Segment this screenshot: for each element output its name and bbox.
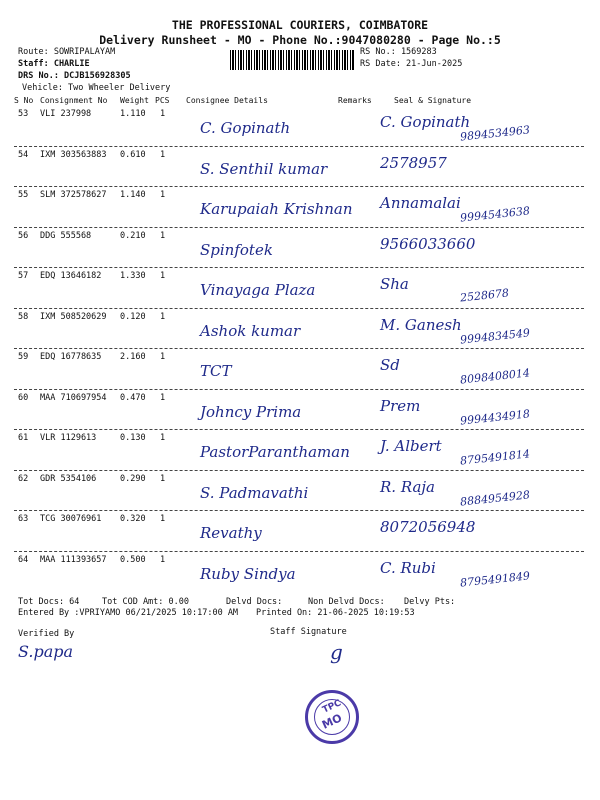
col-consignment: Consignment No	[40, 96, 108, 105]
row-signature-phone: 9994434918	[459, 406, 531, 428]
row-signature-phone: 9994834549	[459, 325, 531, 347]
row-signature-phone: 2528678	[459, 286, 510, 305]
row-divider	[14, 308, 584, 309]
row-pcs: 1	[160, 352, 166, 362]
row-sno: 54	[18, 149, 29, 160]
row-weight: 1.110	[120, 109, 146, 119]
row-signature: Annamalai	[380, 194, 461, 212]
row-signature: C. Rubi	[380, 558, 436, 577]
row-signature-phone: 8795491849	[459, 568, 531, 590]
col-seal: Seal & Signature	[394, 96, 472, 105]
row-sno: 63	[18, 514, 29, 524]
row-signature: M. Ganesh	[380, 315, 462, 334]
row-signature: Sha	[380, 275, 409, 293]
delivered-docs: Delvd Docs:	[226, 597, 283, 607]
non-delivered-docs: Non Delvd Docs:	[308, 597, 385, 607]
row-consignee-handwriting: Revathy	[200, 524, 262, 542]
rs-number: RS No.: 1569283	[360, 47, 437, 57]
total-docs: Tot Docs: 64	[18, 597, 80, 607]
drs-number: DRS No.: DCJB156928305	[18, 71, 131, 81]
row-consignment-no: TCG 30076961	[40, 514, 102, 524]
row-divider	[14, 227, 584, 228]
row-signature-phone: 9994543638	[459, 204, 531, 225]
row-consignment-no: VLR 1129613	[40, 433, 97, 443]
row-pcs: 1	[160, 271, 166, 281]
entered-by: Entered By :VPRIYAMO 06/21/2025 10:17:00 AM	[18, 608, 239, 618]
row-signature-phone: 9894534963	[459, 123, 531, 144]
row-consignment-no: VLI 237998	[40, 109, 92, 119]
row-pcs: 1	[160, 514, 166, 524]
row-pcs: 1	[160, 230, 166, 241]
company-title: THE PROFESSIONAL COURIERS, COIMBATORE	[171, 18, 429, 32]
row-consignment-no: EDQ 16778635	[40, 352, 102, 362]
row-divider	[14, 146, 584, 147]
row-consignment-no: DDG 555568	[40, 230, 92, 241]
row-consignee-handwriting: Ruby Sindya	[200, 564, 296, 583]
row-weight: 0.320	[120, 514, 146, 524]
row-sno: 64	[18, 554, 29, 565]
row-weight: 0.120	[120, 311, 146, 322]
row-consignee-handwriting: Ashok kumar	[200, 321, 301, 340]
total-cod: Tot COD Amt: 0.00	[102, 597, 189, 607]
barcode	[230, 50, 355, 70]
row-consignee-handwriting: Johncy Prima	[200, 402, 302, 421]
col-remarks: Remarks	[338, 96, 372, 105]
staff-signature-label: Staff Signature	[270, 627, 347, 637]
row-consignee-handwriting: Karupaiah Krishnan	[200, 200, 353, 218]
stamp-text-top: TPC	[321, 698, 343, 716]
row-signature-phone: 8098408014	[459, 366, 531, 387]
row-sno: 60	[18, 392, 29, 403]
runsheet-subtitle: Delivery Runsheet - MO - Phone No.:9047080280 - Page No.:5	[99, 33, 501, 47]
staff-label: Staff: CHARLIE	[18, 59, 90, 69]
col-weight: Weight	[120, 96, 149, 105]
row-pcs: 1	[160, 554, 166, 565]
row-consignment-no: IXM 303563883	[40, 149, 107, 160]
row-consignee-handwriting: S. Padmavathi	[200, 483, 309, 502]
row-weight: 2.160	[120, 352, 146, 362]
row-pcs: 1	[160, 149, 166, 160]
verified-by-label: Verified By	[18, 629, 75, 639]
row-consignee-handwriting: Vinayaga Plaza	[200, 281, 316, 299]
row-consignee-handwriting: S. Senthil kumar	[200, 159, 328, 178]
row-pcs: 1	[160, 311, 166, 322]
row-weight: 0.210	[120, 230, 146, 241]
row-sno: 59	[18, 352, 29, 362]
row-weight: 1.140	[120, 190, 146, 200]
row-sno: 56	[18, 230, 29, 241]
row-weight: 1.330	[120, 271, 146, 281]
row-signature: C. Gopinath	[380, 113, 471, 131]
row-signature: 9566033660	[380, 234, 476, 253]
col-sno: S No	[14, 96, 34, 105]
row-signature: R. Raja	[380, 477, 436, 496]
row-sno: 55	[18, 190, 29, 200]
row-divider	[14, 551, 584, 552]
vehicle-label: Vehicle: Two Wheeler Delivery	[22, 83, 171, 93]
row-sno: 61	[18, 433, 29, 443]
row-consignee-handwriting: TCT	[200, 362, 232, 380]
row-consignee-handwriting: PastorParanthaman	[200, 443, 350, 461]
row-consignment-no: MAA 710697954	[40, 392, 107, 403]
row-consignee-handwriting: Spinfotek	[200, 240, 273, 259]
staff-signature: g	[330, 640, 343, 664]
row-sno: 53	[18, 109, 29, 119]
route-label: Route: SOWRIPALAYAM	[18, 47, 116, 57]
row-weight: 0.290	[120, 473, 146, 484]
col-consignee: Consignee Details	[186, 96, 268, 105]
row-weight: 0.470	[120, 392, 146, 403]
row-consignee-handwriting: C. Gopinath	[200, 119, 291, 137]
row-consignment-no: SLM 372578627	[40, 190, 107, 200]
row-divider	[14, 389, 584, 390]
row-pcs: 1	[160, 109, 166, 119]
row-pcs: 1	[160, 190, 166, 200]
row-weight: 0.500	[120, 554, 146, 565]
rs-date: RS Date: 21-Jun-2025	[360, 59, 463, 69]
row-consignment-no: IXM 508520629	[40, 311, 107, 322]
printed-on: Printed On: 21-06-2025 10:19:53	[256, 608, 415, 618]
row-signature: Prem	[380, 396, 421, 415]
row-pcs: 1	[160, 473, 166, 484]
row-consignment-no: MAA 111393657	[40, 554, 107, 565]
delivery-points: Delvy Pts:	[404, 597, 456, 607]
row-signature-phone: 8795491814	[459, 447, 531, 468]
row-divider	[14, 186, 584, 187]
row-sno: 57	[18, 271, 29, 281]
row-sno: 58	[18, 311, 29, 322]
row-signature: 8072056948	[380, 518, 476, 536]
row-weight: 0.130	[120, 433, 146, 443]
row-pcs: 1	[160, 433, 166, 443]
row-divider	[14, 267, 584, 268]
row-divider	[14, 348, 584, 349]
row-pcs: 1	[160, 392, 166, 403]
row-signature: Sd	[380, 356, 400, 374]
row-divider	[14, 470, 584, 471]
row-weight: 0.610	[120, 149, 146, 160]
row-divider	[14, 429, 584, 430]
row-consignment-no: GDR 5354106	[40, 473, 97, 484]
row-signature: 2578957	[380, 153, 447, 172]
row-sno: 62	[18, 473, 29, 484]
stamp-text-bottom: MO	[320, 711, 344, 732]
row-divider	[14, 510, 584, 511]
row-consignment-no: EDQ 13646182	[40, 271, 102, 281]
row-signature-phone: 8884954928	[459, 487, 531, 509]
company-stamp	[305, 690, 359, 744]
verified-signature: S.papa	[18, 642, 74, 661]
col-pcs: PCS	[155, 96, 170, 105]
row-signature: J. Albert	[380, 437, 442, 455]
